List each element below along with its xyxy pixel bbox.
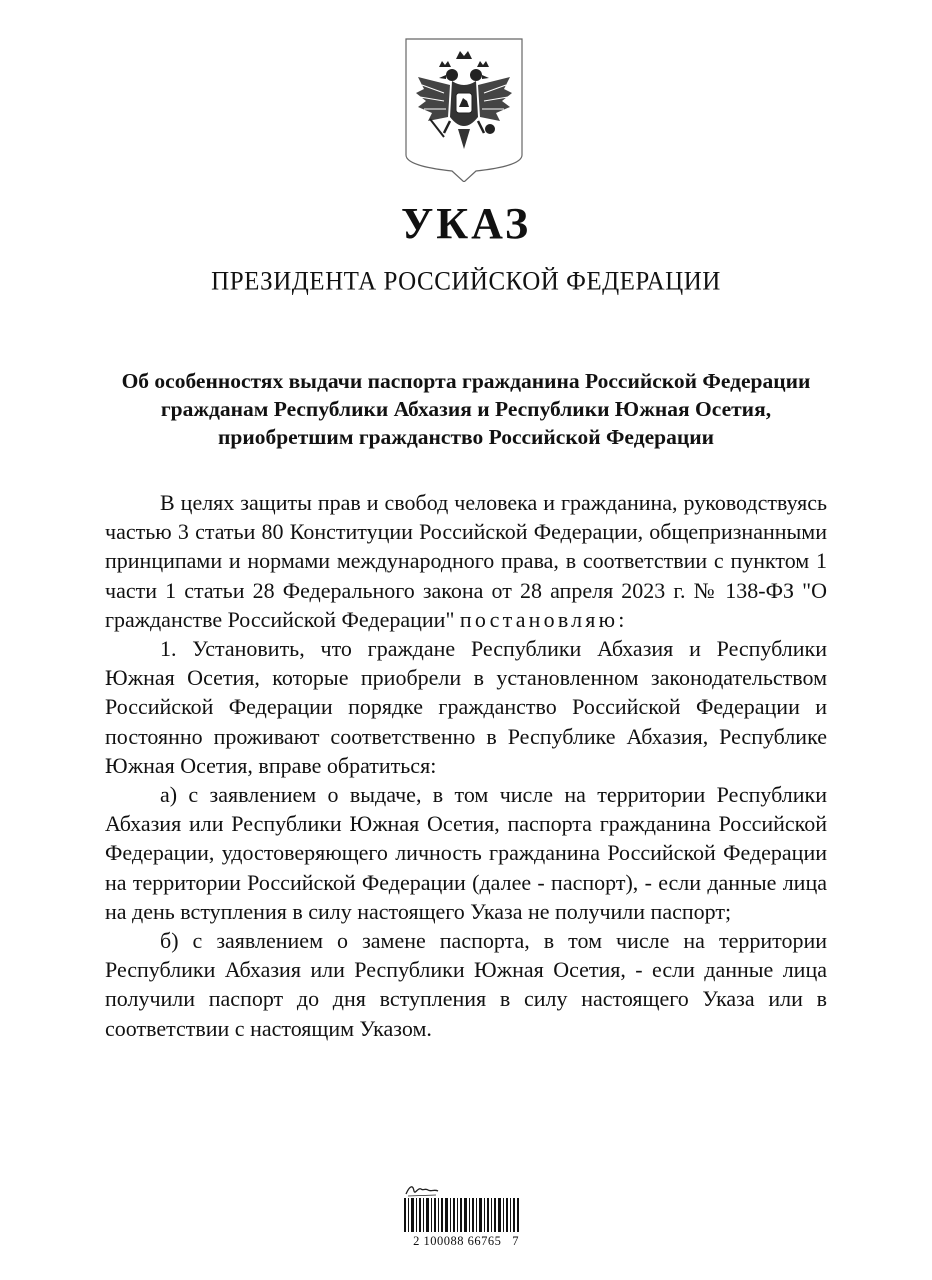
russian-coat-of-arms-icon xyxy=(404,37,524,182)
document-type-heading: УКАЗ xyxy=(400,199,532,248)
document-subject-title: Об особенностях выдачи паспорта гражданина Российской Федерации гражданам Республики Абхазия и Республики Южная Осетия, приобретшим гражданство Российской Федерации xyxy=(121,369,811,449)
signature-icon xyxy=(404,1183,440,1197)
preamble-paragraph xyxy=(105,488,827,634)
clause-1b-paragraph: б) с заявлением о замене паспорта, в том числе на территории Республики Абхазия или Республики Южная Осетия, - если данные лица получили паспорт до дня вступления в силу настоящего Указа или в соответствии с настоящим Указом. xyxy=(105,928,827,1041)
clause-1-paragraph: 1. Установить, что граждане Республики Абхазия и Республики Южная Осетия, которые приобрели в установленном законодательством Российской Федерации порядке гражданство Российской Федерации и постоянно проживают соответственно в Республике Абхазия, Республике Южная Осетия, вправе обратиться: xyxy=(105,636,827,778)
document-body xyxy=(105,488,827,1043)
preamble-text: В целях защиты прав и свобод человека и гражданина, руководствуясь частью 3 статьи 80 Конституции Российской Федерации, общепризнанными принципами и нормами международного права, в соответствии с пунктом 1 части 1 статьи 28 Федерального закона от 28 апреля 2023 г. № 138-ФЗ "О гражданстве Российской Федерации" xyxy=(105,490,827,632)
barcode-number: 2 100088 66765 7 xyxy=(413,1234,519,1248)
decree-word: постановляю: xyxy=(459,606,628,632)
document-issuer-heading: ПРЕЗИДЕНТА РОССИЙСКОЙ ФЕДЕРАЦИИ xyxy=(211,267,721,296)
clause-1a-paragraph: а) с заявлением о выдаче, в том числе на территории Республики Абхазия или Республики Южная Осетия, паспорта гражданина Российской Федерации, удостоверяющего личность гражданина Российской Федерации на территории Российской Федерации (далее - паспорт), - если данные лица на день вступления в силу настоящего Указа не получили паспорт; xyxy=(105,782,827,924)
barcode-icon xyxy=(404,1198,520,1232)
